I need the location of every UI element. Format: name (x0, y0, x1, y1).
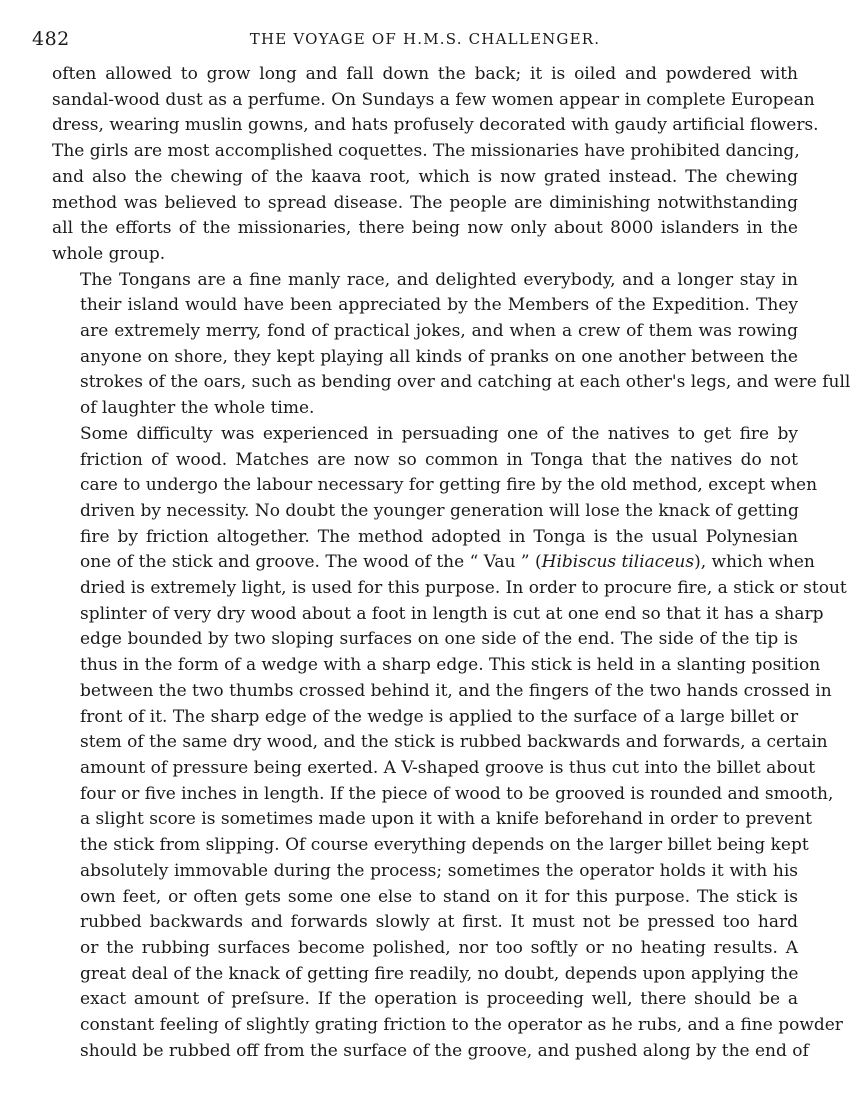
text-line: own feet, or often gets some one else to stand on it for this purpose. The stick is (80, 886, 798, 907)
paragraph-1 (52, 62, 819, 268)
text-line: dried is extremely light, is used for this purpose. In order to procure fire, a stick or stout (80, 578, 847, 599)
text-line-with-taxon (52, 550, 815, 576)
text-line: four or five inches in length. If the piece of wood to be grooved is rounded and smooth, (80, 783, 834, 804)
text-line: method was believed to spread disease. The people are diminishing notwithstanding (52, 192, 798, 213)
text-line: friction of wood. Matches are now so common in Tonga that the natives do not (80, 449, 798, 470)
text-line: thus in the form of a wedge with a sharp edge. This stick is held in a slanting position (80, 655, 821, 676)
text-line: strokes of the oars, such as bending over and catching at each other's legs, and were full (80, 372, 850, 393)
taxon-name: Hibiscus tiliaceus (541, 552, 695, 573)
text-line: amount of pressure being exerted. A V-shaped groove is thus cut into the billet about (80, 757, 816, 778)
text-line: should be rubbed off from the surface of the groove, and pushed along by the end of (80, 1040, 809, 1061)
text-line: Some difficulty was experienced in persuading one of the natives to get fire by (80, 423, 798, 444)
text-line: between the two thumbs crossed behind it, and the fingers of the two hands crossed in (80, 680, 832, 701)
text-line: sandal-wood dust as a perfume. On Sundays a few women appear in complete European (52, 89, 815, 110)
book-page (32, 24, 850, 1064)
text-line: the stick from slipping. Of course everything depends on the larger billet being kept (80, 835, 809, 856)
body-text (52, 62, 850, 1064)
text-line: splinter of very dry wood about a foot in length is cut at one end so that it has a sharp (80, 603, 824, 624)
text-line: The girls are most accomplished coquettes. The missionaries have prohibited dancing, (52, 141, 800, 162)
text-fragment: one of the stick and groove. The wood of the “ Vau ” ( (80, 552, 542, 573)
paragraph-3 (52, 422, 847, 1065)
text-line: exact amount of preſsure. If the operation is proceeding well, there should be a (80, 989, 798, 1010)
text-line: care to undergo the labour necessary for getting fire by the old method, except when (80, 475, 818, 496)
text-line: all the efforts of the missionaries, there being now only about 8000 islanders in the (52, 218, 798, 239)
text-line: rubbed backwards and forwards slowly at first. It must not be pressed too hard (80, 912, 798, 933)
text-line: are extremely merry, fond of practical jokes, and when a crew of them was rowing (80, 321, 798, 342)
text-line: their island would have been appreciated by the Members of the Expedition. They (80, 295, 798, 316)
text-line: dress, wearing muslin gowns, and hats profusely decorated with gaudy artificial flowers. (52, 115, 819, 136)
text-line: front of it. The sharp edge of the wedge is applied to the surface of a large billet or (80, 706, 799, 727)
text-fragment: ), which when (694, 552, 815, 573)
running-head (32, 24, 798, 54)
text-line: a slight score is sometimes made upon it with a knife beforehand in order to prevent (80, 809, 812, 830)
paragraph-2 (52, 268, 850, 422)
text-line: The Tongans are a fine manly race, and delighted everybody, and a longer stay in (80, 269, 798, 290)
page-number: 482 (32, 28, 70, 50)
text-line: edge bounded by two sloping surfaces on one side of the end. The side of the tip is (80, 629, 798, 650)
text-line: stem of the same dry wood, and the stick is rubbed backwards and forwards, a certain (80, 732, 828, 753)
text-line: absolutely immovable during the process; sometimes the operator holds it with his (80, 860, 798, 881)
text-line: driven by necessity. No doubt the younger generation will lose the knack of getting (80, 500, 799, 521)
text-line: great deal of the knack of getting fire readily, no doubt, depends upon applying the (80, 963, 799, 984)
text-line: or the rubbing surfaces become polished, nor too softly or no heating results. A (80, 937, 798, 958)
text-line: anyone on shore, they kept playing all kinds of pranks on one another between the (80, 346, 798, 367)
text-line: constant feeling of slightly grating friction to the operator as he rubs, and a fine powder (80, 1015, 843, 1036)
text-line: whole group. (52, 243, 166, 264)
text-line: and also the chewing of the kaava root, which is now grated instead. The chewing (52, 166, 798, 187)
running-title: THE VOYAGE OF H.M.S. CHALLENGER. (249, 30, 601, 48)
text-line: often allowed to grow long and fall down the back; it is oiled and powdered with (52, 64, 798, 84)
text-line: of laughter the whole time. (80, 398, 315, 419)
text-line: fire by friction altogether. The method adopted in Tonga is the usual Polynesian (80, 526, 798, 547)
